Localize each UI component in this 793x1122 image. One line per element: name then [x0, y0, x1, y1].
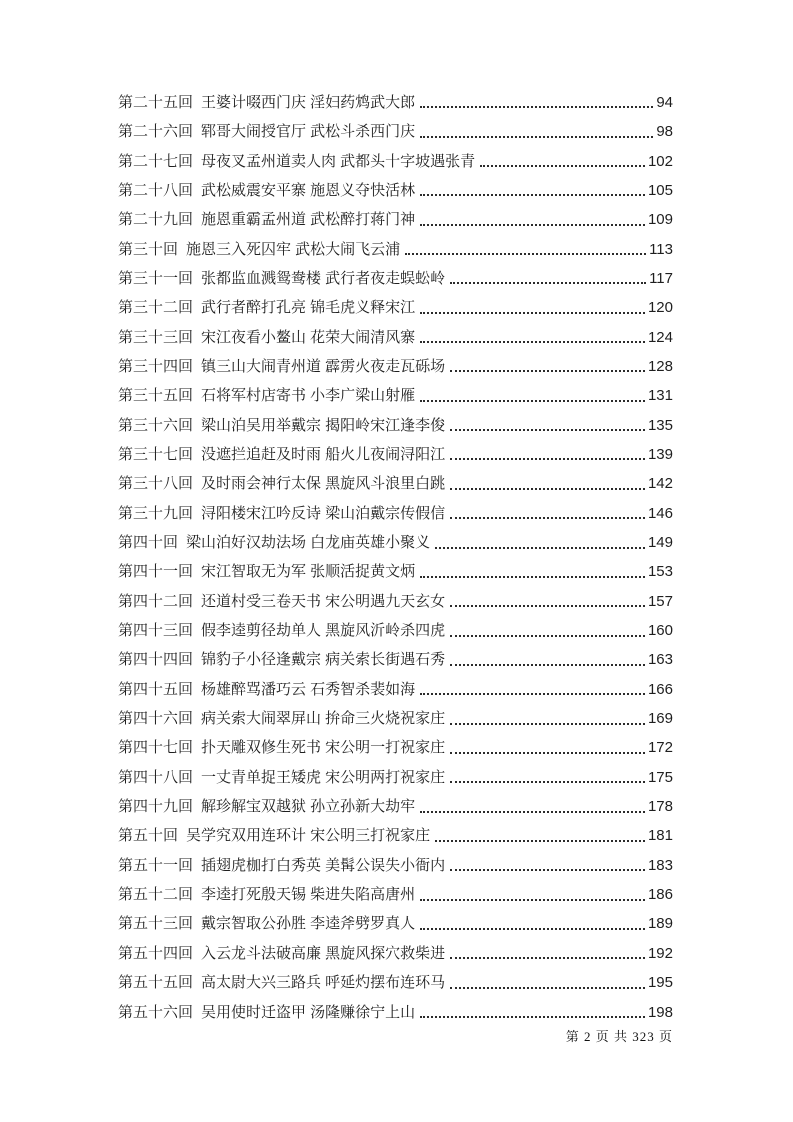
toc-entry[interactable] — [118, 904, 673, 933]
chapter-title: 高太尉大兴三路兵 呼延灼摆布连环马 — [201, 974, 446, 992]
page-number: 117 — [649, 269, 673, 287]
page-number: 98 — [656, 123, 673, 141]
chapter-number: 第四十八回 — [118, 768, 194, 786]
chapter-number: 第四十二回 — [118, 592, 194, 610]
page-number: 120 — [647, 299, 673, 317]
chapter-number: 第三十回 — [118, 240, 179, 258]
page-number: 166 — [647, 680, 673, 698]
page-number: 183 — [647, 856, 673, 874]
dot-leader — [450, 664, 645, 666]
chapter-number: 第四十九回 — [118, 798, 194, 816]
chapter-number: 第五十回 — [118, 827, 179, 845]
dot-leader — [420, 899, 645, 901]
dot-leader — [420, 693, 645, 695]
toc-entry[interactable] — [118, 581, 673, 610]
dot-leader — [420, 811, 645, 813]
chapter-number: 第三十一回 — [118, 269, 194, 287]
toc-entry[interactable] — [118, 610, 673, 639]
page-number: 128 — [647, 357, 673, 375]
toc-entry[interactable] — [118, 82, 673, 111]
chapter-number: 第三十八回 — [118, 475, 194, 493]
chapter-number: 第四十回 — [118, 534, 179, 551]
page-number: 181 — [647, 827, 673, 845]
toc-entry[interactable] — [118, 698, 673, 727]
dot-leader — [450, 458, 645, 460]
dot-leader — [450, 957, 645, 959]
dot-leader — [450, 869, 645, 871]
dot-leader — [450, 605, 645, 607]
dot-leader — [420, 928, 645, 930]
chapter-title: 浔阳楼宋江吟反诗 梁山泊戴宗传假信 — [201, 504, 446, 522]
toc-entry[interactable] — [118, 434, 673, 463]
chapter-title: 李逵打死殷天锡 柴进失陷高唐州 — [201, 886, 416, 904]
chapter-title: 扑天雕双修生死书 宋公明一打祝家庄 — [201, 739, 446, 757]
chapter-title: 施恩三入死囚牢 武松大闹飞云浦 — [186, 240, 401, 258]
page-number: 175 — [647, 768, 673, 786]
dot-leader — [450, 781, 645, 783]
toc-entry[interactable] — [118, 405, 673, 434]
toc-entry[interactable] — [118, 463, 673, 492]
toc-entry[interactable] — [118, 845, 673, 874]
page-footer — [566, 1026, 673, 1045]
chapter-number: 第四十一回 — [118, 563, 194, 581]
chapter-number: 第五十三回 — [118, 915, 194, 933]
toc-entry[interactable] — [118, 346, 673, 375]
page-number: 192 — [647, 944, 673, 962]
page-number: 157 — [647, 592, 673, 610]
dot-leader — [420, 312, 645, 314]
page-number: 124 — [647, 328, 673, 346]
chapter-number: 第三十六回 — [118, 416, 194, 434]
chapter-title: 锦豹子小径逢戴宗 病关索长街遇石秀 — [201, 651, 446, 669]
dot-leader — [450, 723, 645, 725]
chapter-title: 解珍解宝双越狱 孙立孙新大劫牢 — [201, 798, 416, 816]
toc-entry[interactable] — [118, 992, 673, 1021]
chapter-title: 假李逵剪径劫单人 黑旋风沂岭杀四虎 — [201, 622, 446, 640]
chapter-title: 郓哥大闹授官厅 武松斗杀西门庆 — [201, 123, 416, 141]
chapter-title: 梁山泊吴用举戴宗 揭阳岭宋江逢李俊 — [201, 416, 446, 434]
dot-leader — [420, 341, 645, 343]
page-number: 169 — [647, 710, 673, 728]
chapter-number: 第四十四回 — [118, 651, 194, 669]
toc-entry[interactable] — [118, 258, 673, 287]
toc-entry[interactable] — [118, 522, 673, 551]
toc-entry[interactable] — [118, 141, 673, 170]
table-of-contents — [118, 82, 673, 1021]
chapter-title: 武行者醉打孔亮 锦毛虎义释宋江 — [201, 299, 416, 317]
chapter-title: 插翅虎枷打白秀英 美髯公误失小衙内 — [201, 856, 446, 874]
page-number: 94 — [656, 93, 673, 111]
dot-leader — [420, 224, 645, 226]
chapter-number: 第二十五回 — [118, 93, 194, 111]
chapter-number: 第三十五回 — [118, 387, 194, 405]
toc-entry[interactable] — [118, 669, 673, 698]
dot-leader — [450, 282, 646, 284]
toc-entry[interactable] — [118, 199, 673, 228]
dot-leader — [420, 1016, 645, 1018]
page-number: 113 — [649, 240, 673, 258]
page-number: 186 — [647, 886, 673, 904]
toc-entry[interactable] — [118, 757, 673, 786]
chapter-number: 第三十七回 — [118, 445, 194, 463]
page-number: 198 — [647, 1003, 673, 1021]
page-number: 105 — [647, 181, 673, 199]
page-number: 178 — [647, 798, 673, 816]
toc-entry[interactable] — [118, 493, 673, 522]
chapter-title: 施恩重霸孟州道 武松醉打蒋门神 — [201, 211, 416, 229]
chapter-title: 一丈青单捉王矮虎 宋公明两打祝家庄 — [201, 768, 446, 786]
chapter-title: 戴宗智取公孙胜 李逵斧劈罗真人 — [201, 915, 416, 933]
toc-entry[interactable] — [118, 375, 673, 404]
toc-entry[interactable] — [118, 816, 673, 845]
dot-leader — [420, 106, 653, 108]
chapter-title: 病关索大闹翠屏山 拚命三火烧祝家庄 — [201, 710, 446, 728]
chapter-number: 第三十二回 — [118, 299, 194, 317]
dot-leader — [450, 517, 645, 519]
chapter-number: 第五十六回 — [118, 1003, 194, 1021]
chapter-number: 第三十九回 — [118, 504, 194, 522]
dot-leader — [450, 429, 645, 431]
toc-entry[interactable] — [118, 962, 673, 991]
dot-leader — [420, 136, 653, 138]
page-number: 153 — [647, 563, 673, 581]
chapter-title: 吴用使时迁盗甲 汤隆赚徐宁上山 — [201, 1003, 416, 1021]
toc-entry[interactable] — [118, 111, 673, 140]
chapter-number: 第二十六回 — [118, 123, 194, 141]
chapter-title: 石将军村店寄书 小李广梁山射雁 — [201, 387, 416, 405]
dot-leader — [435, 547, 645, 549]
chapter-number: 第五十一回 — [118, 856, 194, 874]
page-number: 139 — [647, 445, 673, 463]
page-number: 189 — [647, 915, 673, 933]
chapter-title: 及时雨会神行太保 黑旋风斗浪里白跳 — [201, 475, 446, 493]
dot-leader — [450, 370, 645, 372]
chapter-title: 母夜叉孟州道卖人肉 武都头十字坡遇张青 — [201, 152, 476, 170]
chapter-number: 第四十五回 — [118, 680, 194, 698]
chapter-number: 第三十四回 — [118, 357, 194, 375]
dot-leader — [480, 165, 645, 167]
toc-entry[interactable] — [118, 287, 673, 316]
chapter-title: 王婆计啜西门庆 淫妇药鸩武大郎 — [201, 93, 416, 111]
toc-entry[interactable] — [118, 640, 673, 669]
chapter-title: 宋江夜看小鳌山 花荣大闹清风寨 — [201, 328, 416, 346]
toc-entry[interactable] — [118, 229, 673, 258]
page-number: 163 — [647, 651, 673, 669]
chapter-number: 第三十三回 — [118, 328, 194, 346]
chapter-title: 入云龙斗法破高廉 黑旋风探穴救柴进 — [201, 944, 446, 962]
chapter-number: 第四十六回 — [118, 710, 194, 728]
chapter-number: 第四十三回 — [118, 622, 194, 640]
toc-entry[interactable] — [118, 170, 673, 199]
page-number: 131 — [647, 387, 673, 405]
page-number: 146 — [647, 504, 673, 522]
chapter-title: 镇三山大闹青州道 霹雳火夜走瓦砾场 — [201, 357, 446, 375]
chapter-title: 武松威震安平寨 施恩义夺快活林 — [201, 181, 416, 199]
toc-entry[interactable] — [118, 874, 673, 903]
dot-leader — [450, 752, 645, 754]
chapter-number: 第四十七回 — [118, 739, 194, 757]
chapter-number: 第二十八回 — [118, 181, 194, 199]
chapter-title: 宋江智取无为军 张顺活捉黄文炳 — [201, 563, 416, 581]
dot-leader — [450, 488, 645, 490]
page-number: 109 — [647, 211, 673, 229]
dot-leader — [420, 400, 645, 402]
page-number: 195 — [647, 974, 673, 992]
chapter-number: 第二十七回 — [118, 152, 194, 170]
chapter-title: 杨雄醉骂潘巧云 石秀智杀裴如海 — [201, 680, 416, 698]
page-number: 142 — [647, 475, 673, 493]
toc-entry[interactable] — [118, 317, 673, 346]
page-number: 135 — [647, 416, 673, 434]
toc-entry[interactable] — [118, 552, 673, 581]
dot-leader — [420, 194, 645, 196]
chapter-title: 没遮拦追赶及时雨 船火儿夜闹浔阳江 — [201, 445, 446, 463]
chapter-number: 第五十四回 — [118, 944, 194, 962]
chapter-number: 第五十五回 — [118, 974, 194, 992]
dot-leader — [435, 840, 645, 842]
page-indicator: 第 2 页 共 323 页 — [565, 1029, 673, 1044]
page-number: 102 — [647, 152, 673, 170]
chapter-number: 第五十二回 — [118, 886, 194, 904]
toc-entry[interactable] — [118, 933, 673, 962]
dot-leader — [450, 635, 645, 637]
chapter-title: 还道村受三卷天书 宋公明遇九天玄女 — [201, 592, 446, 610]
dot-leader — [450, 987, 645, 989]
page-number: 149 — [647, 534, 673, 551]
page-number: 172 — [647, 739, 673, 757]
chapter-title: 张都监血溅鸳鸯楼 武行者夜走蜈蚣岭 — [201, 269, 446, 287]
chapter-title: 梁山泊好汉劫法场 白龙庙英雄小聚义 — [186, 534, 431, 551]
chapter-title: 吴学究双用连环计 宋公明三打祝家庄 — [186, 827, 431, 845]
page-number: 160 — [647, 622, 673, 640]
chapter-number: 第二十九回 — [118, 211, 194, 229]
dot-leader — [405, 253, 646, 255]
toc-entry[interactable] — [118, 786, 673, 815]
dot-leader — [420, 576, 645, 578]
toc-entry[interactable] — [118, 728, 673, 757]
